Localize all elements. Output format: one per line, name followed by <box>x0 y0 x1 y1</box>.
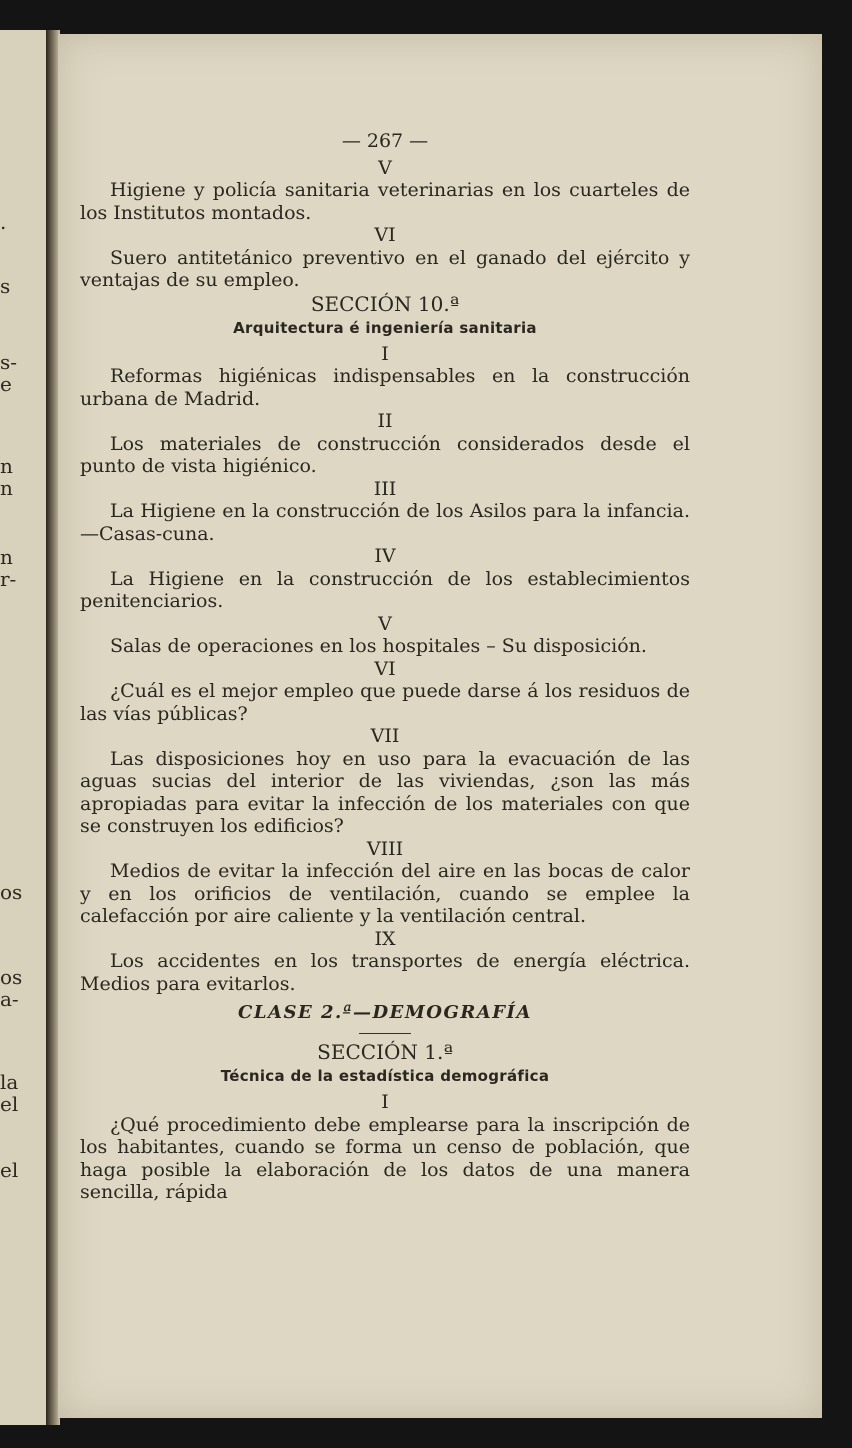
roman-numeral-heading: III <box>373 477 397 500</box>
previous-page-fragment: os <box>0 880 23 904</box>
roman-numeral-heading: II <box>377 410 393 432</box>
roman-numeral-heading: I <box>381 342 389 365</box>
previous-page-fragment: la <box>0 1070 19 1094</box>
previous-page-fragment: s <box>0 274 11 298</box>
section-heading: SECCIÓN 10.ª <box>310 291 460 316</box>
previous-page-fragment: n <box>0 545 13 569</box>
roman-numeral-heading: VI <box>374 224 396 246</box>
paragraph: La Higiene en la construcción de los Asilos para la infancia. —Casas-cuna. <box>80 500 690 545</box>
paragraph: La Higiene en la construcción de los establecimientos penitenciarios. <box>80 567 690 612</box>
previous-page-fragment: n <box>0 476 13 500</box>
paragraph: Higiene y policía sanitaria veterinarias en los cuarteles de los Institutos montados. <box>80 179 690 224</box>
class-heading: CLASE 2.ª—DEMOGRAFÍA <box>238 1002 532 1023</box>
book-page <box>58 34 822 1418</box>
roman-numeral-heading: VIII <box>366 837 404 860</box>
previous-page-fragment: r- <box>0 567 17 591</box>
section-heading: SECCIÓN 1.ª <box>317 1040 453 1064</box>
previous-page-edge <box>0 30 49 1425</box>
previous-page-fragment: a- <box>0 987 19 1011</box>
paragraph: Medios de evitar la infección del aire en las bocas de calor y en los orificios de ventilación, cuando se emplee la calefacción por aire caliente y la ventilación central. <box>80 860 690 927</box>
page-number: — 267 — <box>341 130 429 152</box>
section-subtitle: Técnica de la estadística demográfica <box>220 1067 550 1085</box>
previous-page-fragment: os <box>0 965 23 989</box>
roman-numeral-heading: VII <box>370 725 400 747</box>
paragraph: Reformas higiénicas indispensables en la construcción urbana de Madrid. <box>80 365 690 410</box>
previous-page-fragment: . <box>0 210 7 234</box>
paragraph: Suero antitetánico preventivo en el ganado del ejército y ventajas de su empleo. <box>80 246 690 291</box>
section-subtitle: Arquitectura é ingeniería sanitaria <box>233 318 537 337</box>
paragraph: Salas de operaciones en los hospitales – Su disposición. <box>110 635 647 657</box>
divider-rule <box>359 1033 411 1034</box>
page-text <box>80 130 690 1204</box>
roman-numeral-heading: VI <box>374 657 396 680</box>
roman-numeral-heading: IX <box>374 927 396 950</box>
paragraph: ¿Cuál es el mejor empleo que puede darse á los residuos de las vías públicas? <box>80 680 690 725</box>
paragraph: Las disposiciones hoy en uso para la evacuación de las aguas sucias del interior de las viviendas, ¿son las más apropiadas para evitar la infección de los materiales con que se construyen los edificios? <box>80 747 690 837</box>
previous-page-fragment: n <box>0 454 13 478</box>
roman-numeral-heading: I <box>381 1091 389 1113</box>
roman-numeral-heading: IV <box>374 545 396 567</box>
paragraph: Los materiales de construcción considerados desde el punto de vista higiénico. <box>80 432 690 477</box>
paragraph: Los accidentes en los transportes de energía eléctrica. Medios para evitarlos. <box>80 950 690 995</box>
roman-numeral-heading: V <box>378 156 392 179</box>
previous-page-fragment: e <box>0 372 12 396</box>
paragraph: ¿Qué procedimiento debe emplearse para la inscripción de los habitantes, cuando se forma un censo de población, que haga posible la elaboración de los datos de una manera sencilla, rápida <box>80 1113 690 1203</box>
previous-page-fragment: el <box>0 1158 19 1182</box>
previous-page-fragment: s- <box>0 350 18 374</box>
previous-page-fragment: el <box>0 1092 19 1116</box>
roman-numeral-heading: V <box>378 612 392 635</box>
